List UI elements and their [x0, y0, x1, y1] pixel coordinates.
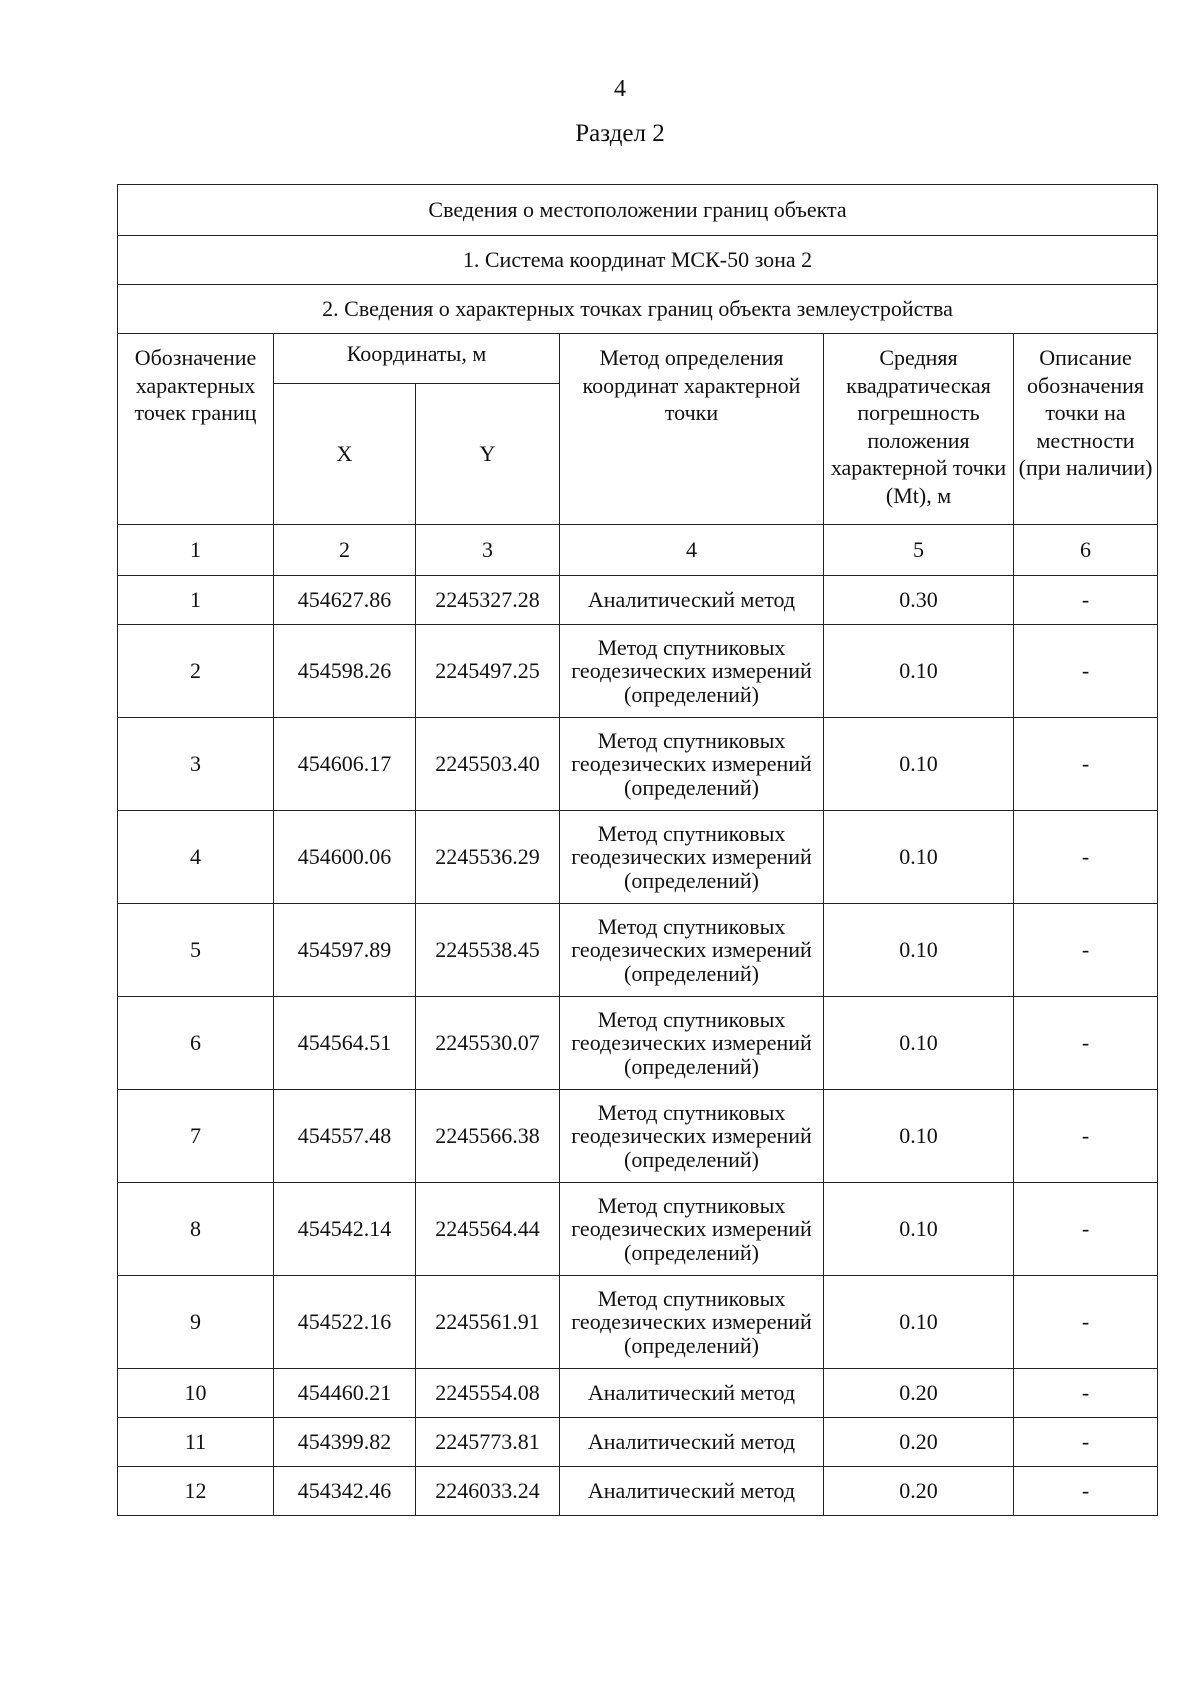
cell-method: Аналитический метод	[560, 1369, 824, 1418]
cell-y: 2245566.38	[416, 1090, 560, 1183]
cell-description: -	[1014, 1276, 1158, 1369]
table-row	[118, 1090, 1158, 1183]
section-title: Раздел 2	[575, 120, 665, 147]
cell-point: 4	[118, 811, 274, 904]
cell-error: 0.10	[824, 904, 1014, 997]
cell-method: Метод спутниковых геодезических измерений (определений)	[560, 1276, 824, 1369]
cell-x: 454522.16	[274, 1276, 416, 1369]
cell-y: 2245773.81	[416, 1418, 560, 1467]
table-row	[118, 1418, 1158, 1467]
cell-error: 0.10	[824, 997, 1014, 1090]
cell-error: 0.10	[824, 1090, 1014, 1183]
table-row	[118, 997, 1158, 1090]
cell-description: -	[1014, 718, 1158, 811]
cell-point: 11	[118, 1418, 274, 1467]
cell-y: 2246033.24	[416, 1467, 560, 1516]
cell-point: 3	[118, 718, 274, 811]
cell-x: 454399.82	[274, 1418, 416, 1467]
cell-method: Метод спутниковых геодезических измерений (определений)	[560, 625, 824, 718]
cell-method: Аналитический метод	[560, 1467, 824, 1516]
cell-x: 454557.48	[274, 1090, 416, 1183]
cell-error: 0.10	[824, 1276, 1014, 1369]
header-coordinates: Координаты, м	[274, 334, 560, 384]
cell-method: Метод спутниковых геодезических измерений (определений)	[560, 1090, 824, 1183]
cell-error: 0.30	[824, 576, 1014, 625]
header-point-designation: Обозначение характерных точек границ	[118, 334, 274, 525]
column-number: 2	[274, 525, 416, 576]
cell-description: -	[1014, 1090, 1158, 1183]
cell-point: 2	[118, 625, 274, 718]
cell-y: 2245554.08	[416, 1369, 560, 1418]
coordinate-system: 1. Система координат МСК-50 зона 2	[118, 236, 1158, 285]
header-method: Метод определения координат характерной точки	[560, 334, 824, 525]
cell-error: 0.20	[824, 1467, 1014, 1516]
boundary-points-table	[117, 184, 1158, 1516]
cell-y: 2245538.45	[416, 904, 560, 997]
cell-y: 2245536.29	[416, 811, 560, 904]
cell-y: 2245497.25	[416, 625, 560, 718]
cell-x: 454606.17	[274, 718, 416, 811]
cell-error: 0.20	[824, 1369, 1014, 1418]
cell-point: 10	[118, 1369, 274, 1418]
page-number: 4	[614, 76, 626, 102]
cell-error: 0.10	[824, 1183, 1014, 1276]
cell-method: Метод спутниковых геодезических измерений (определений)	[560, 997, 824, 1090]
column-number: 6	[1014, 525, 1158, 576]
cell-error: 0.10	[824, 718, 1014, 811]
cell-description: -	[1014, 576, 1158, 625]
cell-y: 2245530.07	[416, 997, 560, 1090]
cell-x: 454598.26	[274, 625, 416, 718]
table-row	[118, 811, 1158, 904]
cell-x: 454627.86	[274, 576, 416, 625]
table-row	[118, 1276, 1158, 1369]
cell-x: 454342.46	[274, 1467, 416, 1516]
column-number: 5	[824, 525, 1014, 576]
points-info: 2. Сведения о характерных точках границ объекта землеустройства	[118, 285, 1158, 334]
table-row	[118, 904, 1158, 997]
column-number: 1	[118, 525, 274, 576]
cell-point: 1	[118, 576, 274, 625]
cell-y: 2245503.40	[416, 718, 560, 811]
cell-y: 2245564.44	[416, 1183, 560, 1276]
cell-description: -	[1014, 1369, 1158, 1418]
table-row	[118, 625, 1158, 718]
cell-error: 0.20	[824, 1418, 1014, 1467]
table-row	[118, 718, 1158, 811]
cell-error: 0.10	[824, 811, 1014, 904]
cell-y: 2245561.91	[416, 1276, 560, 1369]
cell-point: 6	[118, 997, 274, 1090]
cell-x: 454460.21	[274, 1369, 416, 1418]
cell-description: -	[1014, 811, 1158, 904]
cell-point: 9	[118, 1276, 274, 1369]
cell-error: 0.10	[824, 625, 1014, 718]
header-error: Средняя квадратическая погрешность положения характерной точки (Mt), м	[824, 334, 1014, 525]
cell-description: -	[1014, 1183, 1158, 1276]
cell-point: 8	[118, 1183, 274, 1276]
cell-x: 454597.89	[274, 904, 416, 997]
cell-description: -	[1014, 1418, 1158, 1467]
cell-x: 454542.14	[274, 1183, 416, 1276]
cell-y: 2245327.28	[416, 576, 560, 625]
cell-point: 7	[118, 1090, 274, 1183]
table-row	[118, 576, 1158, 625]
cell-method: Метод спутниковых геодезических измерений (определений)	[560, 904, 824, 997]
cell-description: -	[1014, 904, 1158, 997]
cell-point: 5	[118, 904, 274, 997]
table-title: Сведения о местоположении границ объекта	[118, 185, 1158, 236]
table-row	[118, 1183, 1158, 1276]
column-number: 4	[560, 525, 824, 576]
header-y: Y	[416, 384, 560, 525]
cell-description: -	[1014, 625, 1158, 718]
cell-x: 454600.06	[274, 811, 416, 904]
cell-method: Метод спутниковых геодезических измерений (определений)	[560, 718, 824, 811]
cell-method: Аналитический метод	[560, 1418, 824, 1467]
cell-point: 12	[118, 1467, 274, 1516]
cell-method: Метод спутниковых геодезических измерений (определений)	[560, 1183, 824, 1276]
cell-x: 454564.51	[274, 997, 416, 1090]
table-row	[118, 1369, 1158, 1418]
cell-description: -	[1014, 1467, 1158, 1516]
column-number: 3	[416, 525, 560, 576]
cell-description: -	[1014, 997, 1158, 1090]
header-description: Описание обозначения точки на местности (при наличии)	[1014, 334, 1158, 525]
cell-method: Метод спутниковых геодезических измерений (определений)	[560, 811, 824, 904]
table-row	[118, 1467, 1158, 1516]
header-x: X	[274, 384, 416, 525]
cell-method: Аналитический метод	[560, 576, 824, 625]
